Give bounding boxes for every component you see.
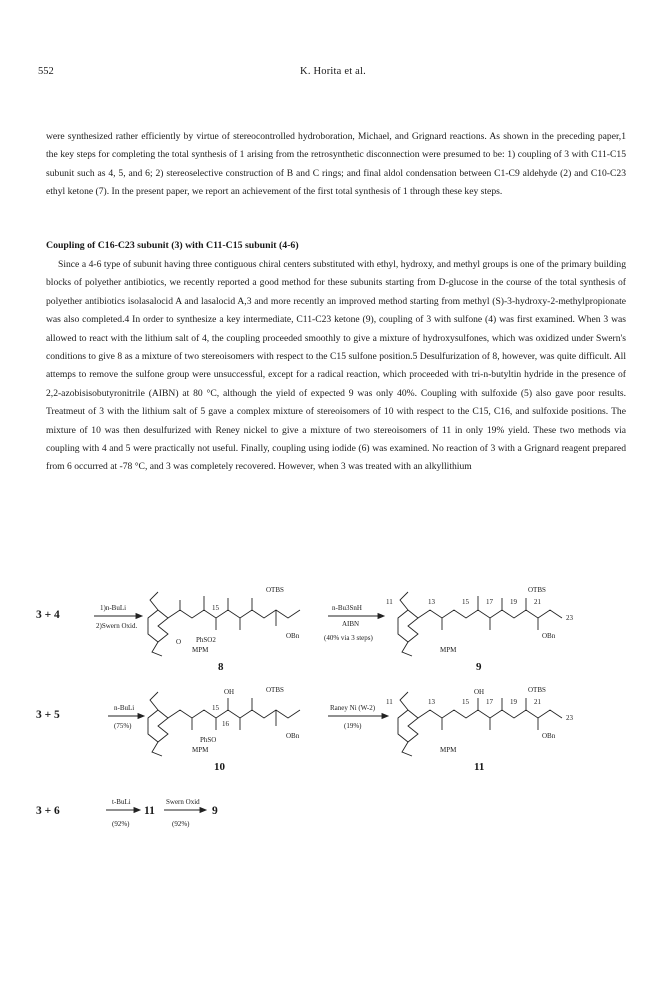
arrow-1b-head [378, 614, 384, 619]
label-obn-10: OBn [286, 732, 300, 740]
section-title: Coupling of C16-C23 subunit (3) with C11-C15 subunit (4-6) [46, 240, 299, 251]
row3-cond2: Swern Oxid [166, 798, 200, 806]
compound-8: 8 [218, 661, 224, 673]
paragraph-coupling: Since a 4-6 type of subunit having three contiguous chiral centers substituted with ethyl, hydroxy, and methyl groups is one of the primary building blocks of polyether antibiotics, we recently reported a good method for these subunits starting from D-glucose in the course of the total synthesis of polyether antibiotics isolasalocid A and lasalocid A,3 and more recently an improved method starting from methyl (S)-3-hydroxy-2-methylpropionate was also completed.4 In order to synthesize a key intermediate, C11-C23 ketone (9), coupling of 3 with sulfone (4) was first examined. When 3 was allowed to react with the lithium salt of 4, the coupling proceeded smoothly to give a mixture of hydroxysulfones, which was oxidized under Swern's conditions to give 8 as a mixture of two stereoisomers with respect to the C15 sulfone position.5 Desulfurization of 8, however, was quite difficult. All attemps to remove the sulfone group were unsuccessful, except for a radical reaction, which proceeded with tri-n-butyltin hydride in the presence of 2,2-azobisisobutyronitrile (AIBN) at 80 °C, although the yield of expected 9 was only 40%. Coupling with sulfoxide (5) also gave poor results. Treatmeut of 3 with the lithium salt of 5 gave a complex mixture of stereoisomers of 10 with respect to the C15, C16, and sulfoxide positions. The mixture of 10 was then desulfurized with Reney nickel to give a mixture of two stereoisomers of 11 in only 19% yield. These two methods via coupling with 4 and 5 were practically not useful. Finally, coupling using iodide (6) was examined. No reaction of 3 with a Grignard reagent prepared from 6 occurred at -78 °C, and 3 was completely recovered. However, when 3 was treated with an alkyllithium [46, 259, 626, 473]
label-otbs-10: OTBS [266, 686, 284, 694]
locant-21: 21 [534, 598, 541, 606]
label-obn-9: OBn [542, 632, 556, 640]
label-mpm-11: MPM [440, 746, 457, 754]
label-oh-11: OH [474, 688, 485, 696]
label-mpm: MPM [192, 646, 209, 654]
row3-product: 9 [212, 805, 218, 817]
row1-cond2: 2)Swern Oxid. [96, 622, 138, 630]
reaction-scheme [30, 572, 630, 842]
page-number: 552 [38, 66, 54, 77]
row3-yield1: (92%) [112, 820, 130, 828]
running-head: K. Horita et al. [300, 66, 366, 77]
row1-arrow2-bot: (40% via 3 steps) [324, 634, 373, 642]
arrow-2a-head [138, 714, 144, 719]
label-oh: OH [224, 688, 235, 696]
locant-16: 16 [222, 720, 229, 728]
row2-cond1: n-BuLi [114, 704, 135, 712]
row3-cond1: t-BuLi [112, 798, 131, 806]
label-obn-11: OBn [542, 732, 556, 740]
label-mpm-9: MPM [440, 646, 457, 654]
row2-arrow2-top: Raney Ni (W-2) [330, 704, 376, 712]
locant-15b: 15 [462, 598, 469, 606]
molecule-8 [148, 592, 300, 656]
arrow-1a-head [136, 614, 142, 619]
locant-13-11: 13 [428, 698, 435, 706]
row1-arrow2-top: n-Bu3SnH [332, 604, 362, 612]
label-mpm-10: MPM [192, 746, 209, 754]
locant-15-10: 15 [212, 704, 219, 712]
label-otbs-11: OTBS [528, 686, 546, 694]
label-otbs: OTBS [266, 586, 284, 594]
locant-21-11: 21 [534, 698, 541, 706]
arrow-3b-head [200, 808, 206, 813]
row3-reactants: 3 + 6 [36, 805, 60, 817]
locant-15-11: 15 [462, 698, 469, 706]
row1-cond1: 1)n-BuLi [100, 604, 127, 612]
label-otbs-9: OTBS [528, 586, 546, 594]
locant-15: 15 [212, 604, 219, 612]
label-obn: OBn [286, 632, 300, 640]
locant-23: 23 [566, 614, 573, 622]
compound-10: 10 [214, 761, 225, 773]
locant-17: 17 [486, 598, 493, 606]
label-o: O [176, 638, 182, 646]
row1-reactants: 3 + 4 [36, 609, 60, 621]
paragraph-intro: were synthesized rather efficiently by virtue of stereocontrolled hydroboration, Michael, and Grignard reactions. As shown in the preceding paper,1 the key steps for completing the total synthesis of 1 arising from the retrosynthetic disconnection were presumed to be: 1) coupling of 3 with C11-C15 subunit such as 4, 5, and 6; 2) stereoselective construction of B and C rings; and final aldol condensation between C1-C9 aldehyde (2) and C10-C23 ethyl ketone (7). In the present paper, we report an achievement of the first total synthesis of 1 through these key steps. [46, 131, 626, 198]
compound-11: 11 [474, 761, 485, 773]
page-header [38, 66, 628, 82]
locant-19: 19 [510, 598, 517, 606]
row3-yield2: (92%) [172, 820, 190, 828]
arrow-3a-head [134, 808, 140, 813]
locant-19-11: 19 [510, 698, 517, 706]
row2-reactants: 3 + 5 [36, 709, 60, 721]
locant-23-11: 23 [566, 714, 573, 722]
locant-13: 13 [428, 598, 435, 606]
row1-arrow2-mid: AIBN [342, 620, 360, 628]
row2-yield1: (75%) [114, 722, 132, 730]
row2-yield2: (19%) [344, 722, 362, 730]
compound-9: 9 [476, 661, 482, 673]
row3-mid: 11 [144, 805, 155, 817]
locant-17-11: 17 [486, 698, 493, 706]
label-phso: PhSO [200, 736, 217, 744]
arrow-2b-head [382, 714, 388, 719]
label-phso2: PhSO2 [196, 636, 216, 644]
locant-11-11: 11 [386, 698, 393, 706]
locant-11: 11 [386, 598, 393, 606]
